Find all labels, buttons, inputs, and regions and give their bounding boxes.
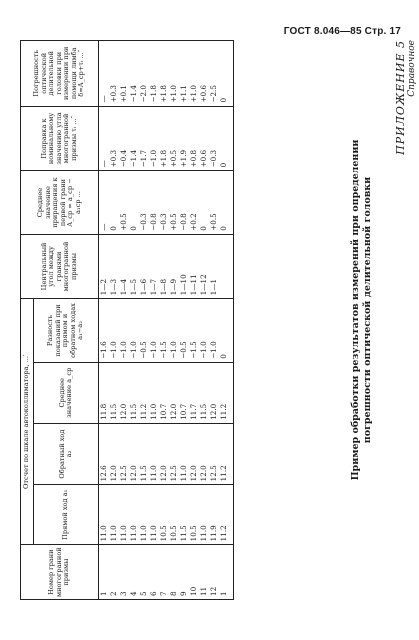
table-cell-ang	[219, 234, 234, 298]
table-cell-tau: −0.3	[209, 106, 219, 171]
table-cell-tau: −1.4	[129, 106, 139, 171]
table-row	[129, 41, 139, 600]
table-cell-n: 1	[219, 545, 234, 600]
table-cell-delta: +1.1	[179, 41, 189, 107]
table-row	[99, 41, 110, 600]
table-row	[179, 41, 189, 600]
table-cell-a1: 10.5	[159, 485, 169, 545]
col-face-no: Номер грани многогранной призмы	[21, 545, 99, 600]
table-cell-diff: −1.0	[149, 299, 159, 363]
table-cell-ang: 1—4	[119, 234, 129, 298]
col-correction: Поправка к номинальному значению угла многогранной призмы τᵢ ...″	[21, 106, 99, 171]
table-cell-mean: 11.8	[99, 362, 110, 423]
table-cell-mean: 12.0	[119, 362, 129, 423]
table-cell-a1: 10.5	[189, 485, 199, 545]
table-cell-mean: 11.0	[149, 362, 159, 423]
col-forward: Прямой ход a₁	[34, 485, 99, 545]
table-cell-delta: 0	[219, 41, 234, 107]
table-cell-n: 2	[109, 545, 119, 600]
table-cell-acp: −0.8	[149, 171, 159, 234]
col-central-angle: Центральный угол между гранями многогранной призмы	[21, 234, 99, 298]
table-row	[169, 41, 179, 600]
table-cell-a1: 11.9	[209, 485, 219, 545]
table-cell-a1: 10.5	[169, 485, 179, 545]
table-row	[109, 41, 119, 600]
table-cell-a2: 12.5	[169, 423, 179, 485]
table-cell-tau: 0	[219, 106, 234, 171]
table-cell-a1: 11.0	[139, 485, 149, 545]
table-cell-n: 12	[209, 545, 219, 600]
table-cell-n: 3	[119, 545, 129, 600]
table-cell-ang: 1—3	[109, 234, 119, 298]
table-title	[350, 60, 374, 560]
table-cell-diff: −1.5	[189, 299, 199, 363]
table-cell-a1: 11.0	[199, 485, 209, 545]
table-cell-ang: 1—2	[99, 234, 110, 298]
table-cell-a1: 11.0	[149, 485, 159, 545]
table-cell-delta: +0.3	[109, 41, 119, 107]
table-cell-delta: −1.8	[149, 41, 159, 107]
table-cell-diff: −0.5	[139, 299, 149, 363]
col-reading-group: Отсчет по шкале автоколлиматора, ...′	[21, 299, 34, 545]
table-row	[219, 41, 234, 600]
table-cell-a2: 12.6	[99, 423, 110, 485]
table-cell-tau: +0.8	[189, 106, 199, 171]
rotated-page-content	[20, 40, 417, 600]
table-title-line2: погрешности оптической делительной головки	[362, 176, 373, 444]
table-cell-diff: −1.0	[119, 299, 129, 363]
table-cell-a2: 11.5	[139, 423, 149, 485]
table-cell-mean: 10.7	[179, 362, 189, 423]
table-cell-n: 10	[189, 545, 199, 600]
table-cell-diff: −1.5	[159, 299, 169, 363]
table-row	[189, 41, 199, 600]
appendix-heading	[394, 40, 417, 240]
table-cell-ang: 1—10	[179, 234, 189, 298]
table-cell-diff: 0	[219, 299, 234, 363]
table-cell-a2: 11.0	[149, 423, 159, 485]
table-cell-acp: −0.8	[179, 171, 189, 234]
appendix-title: ПРИЛОЖЕНИЕ 5	[394, 40, 407, 155]
table-cell-diff: −0.5	[179, 299, 189, 363]
table-cell-delta: +1.0	[169, 41, 179, 107]
table-cell-n: 7	[159, 545, 169, 600]
table-cell-acp: +0.5	[209, 171, 219, 234]
table-cell-mean: 11.5	[199, 362, 209, 423]
table-cell-delta: +0.1	[119, 41, 129, 107]
table-row	[139, 41, 149, 600]
table-cell-a2: 11.2	[219, 423, 234, 485]
table-cell-tau: +0.6	[199, 106, 209, 171]
table-cell-acp: —	[99, 171, 110, 234]
table-cell-a2: 12.5	[119, 423, 129, 485]
table-cell-mean: 11.5	[109, 362, 119, 423]
table-cell-tau: −1.0	[149, 106, 159, 171]
table-cell-a1: 11.0	[119, 485, 129, 545]
table-cell-tau: —	[99, 106, 110, 171]
table-cell-tau: +0.5	[169, 106, 179, 171]
table-cell-a1: 11.2	[219, 485, 234, 545]
table-cell-a2: 12.0	[189, 423, 199, 485]
table-row	[149, 41, 159, 600]
table-cell-a2: 12.0	[159, 423, 169, 485]
table-cell-acp: +0.2	[189, 171, 199, 234]
table-cell-ang: 1—7	[149, 234, 159, 298]
table-cell-tau: +1.8	[159, 106, 169, 171]
col-error: Погрешность оптической делительной головки при измерении при помощи лимба δ=A_ср+τᵢ ...″	[21, 41, 99, 107]
table-cell-tau: −0.4	[119, 106, 129, 171]
table-cell-mean: 11.7	[189, 362, 199, 423]
table-cell-acp: 0	[129, 171, 139, 234]
table-cell-acp: −0.3	[139, 171, 149, 234]
table-cell-mean: 12.0	[169, 362, 179, 423]
table-cell-delta: +1.8	[159, 41, 169, 107]
table-cell-diff: −1.0	[129, 299, 139, 363]
table-cell-a1: 11.0	[109, 485, 119, 545]
table-cell-n: 1	[99, 545, 110, 600]
col-diff: Разность показаний при прямом и обратном ходах a₁−a₂	[34, 299, 99, 363]
table-cell-ang: 1—11	[189, 234, 199, 298]
table-cell-a1: 11.5	[179, 485, 189, 545]
table-cell-delta: —	[99, 41, 110, 107]
appendix-subtitle: Справочное	[407, 40, 417, 97]
table-row	[209, 41, 219, 600]
table-cell-n: 9	[179, 545, 189, 600]
table-cell-a2: 12.0	[199, 423, 209, 485]
table-cell-diff: −1.6	[99, 299, 110, 363]
table-cell-acp: −0.3	[159, 171, 169, 234]
table-cell-mean: 11.5	[129, 362, 139, 423]
table-cell-tau: +1.9	[179, 106, 189, 171]
table-cell-diff: −1.0	[209, 299, 219, 363]
table-cell-mean: 10.7	[159, 362, 169, 423]
table-cell-mean: 11.2	[219, 362, 234, 423]
results-table	[20, 40, 234, 600]
table-cell-ang: 1—6	[139, 234, 149, 298]
table-row	[119, 41, 129, 600]
table-cell-delta: −2.0	[139, 41, 149, 107]
table-cell-diff: −1.0	[109, 299, 119, 363]
table-cell-a1: 11.0	[129, 485, 139, 545]
table-row	[159, 41, 169, 600]
table-cell-acp: +0.5	[119, 171, 129, 234]
table-cell-n: 8	[169, 545, 179, 600]
table-cell-ang: 1—1	[209, 234, 219, 298]
page-header: ГОСТ 8.046—85 Стр. 17	[283, 26, 401, 37]
table-cell-a1: 11.0	[99, 485, 110, 545]
table-cell-acp: +0.5	[169, 171, 179, 234]
col-mean: Среднее значение a_ср	[34, 362, 99, 423]
table-cell-delta: +0.6	[199, 41, 209, 107]
table-title-line1: Пример обработки результатов измерений при определении	[350, 139, 361, 481]
table-cell-a2: 12.0	[129, 423, 139, 485]
table-cell-delta: +1.0	[189, 41, 199, 107]
table-cell-tau: −1.7	[139, 106, 149, 171]
table-cell-a2: 11.0	[179, 423, 189, 485]
table-cell-mean: 11.2	[139, 362, 149, 423]
table-cell-diff: −1.0	[199, 299, 209, 363]
table-row	[199, 41, 209, 600]
table-cell-n: 11	[199, 545, 209, 600]
table-cell-ang: 1—8	[159, 234, 169, 298]
table-cell-mean: 12.0	[209, 362, 219, 423]
table-cell-a2: 12.0	[109, 423, 119, 485]
table-cell-ang: 1—12	[199, 234, 209, 298]
table-cell-n: 5	[139, 545, 149, 600]
table-cell-ang: 1—9	[169, 234, 179, 298]
col-reverse: Обратный ход a₂	[34, 423, 99, 485]
table-cell-n: 4	[129, 545, 139, 600]
table-cell-n: 6	[149, 545, 159, 600]
col-mean-value: Среднее значение приращения к первой грани A_ср = a_ср − a₁ср ...	[21, 171, 99, 234]
table-cell-delta: −2.5	[209, 41, 219, 107]
table-cell-acp: 0	[109, 171, 119, 234]
table-cell-a2: 12.5	[209, 423, 219, 485]
table-cell-tau: +0.3	[109, 106, 119, 171]
table-cell-ang: 1—5	[129, 234, 139, 298]
table-cell-acp: 0	[199, 171, 209, 234]
table-cell-acp: 0	[219, 171, 234, 234]
table-cell-delta: −1.4	[129, 41, 139, 107]
table-cell-diff: −1.0	[169, 299, 179, 363]
